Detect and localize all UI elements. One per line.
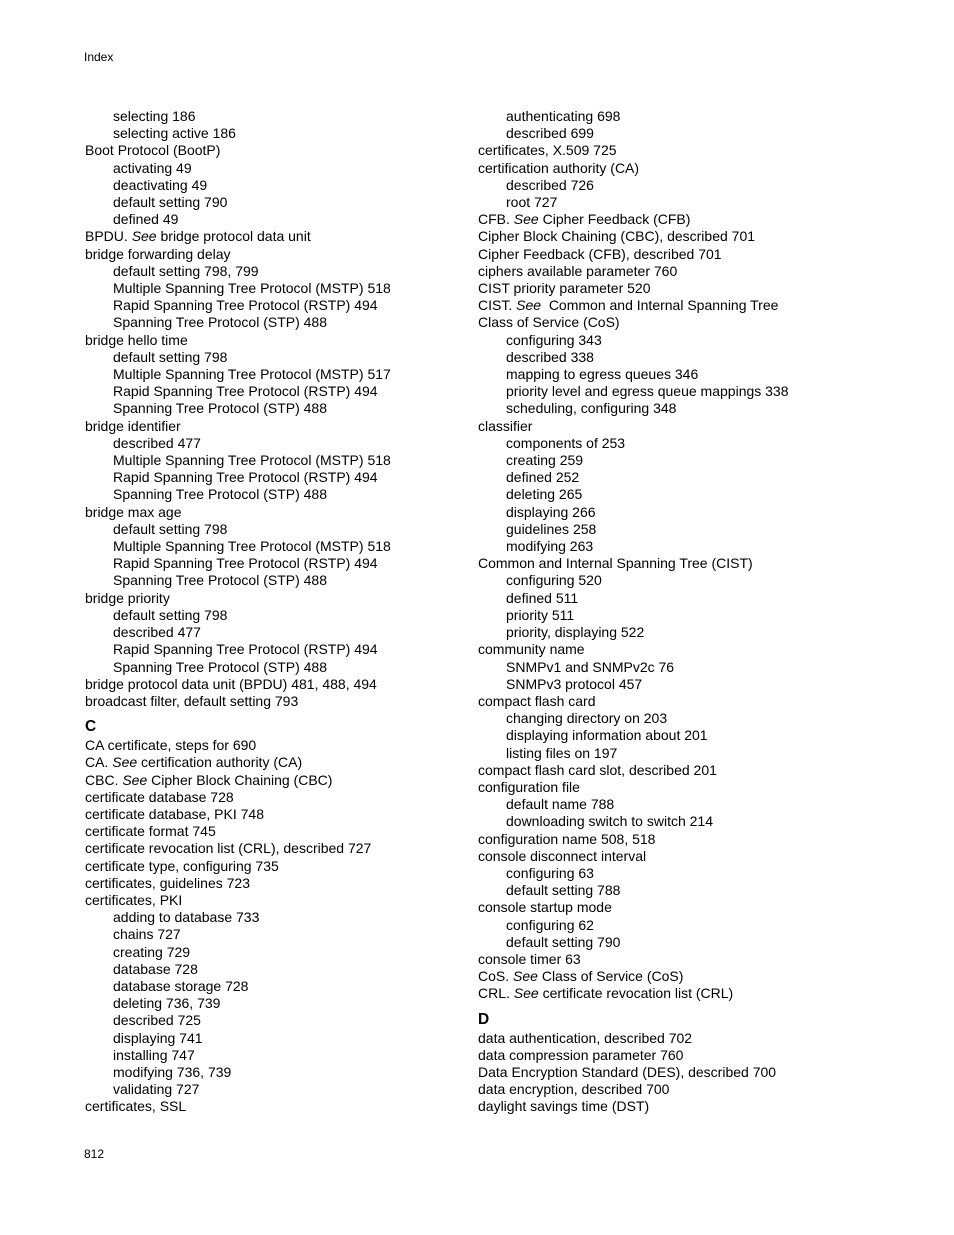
entry-term: CIST. (478, 297, 517, 314)
index-subentry: priority level and egress queue mappings 338 (506, 383, 789, 400)
index-entry: bridge hello time (85, 331, 188, 348)
index-section-letter: D (478, 1010, 490, 1028)
index-entry: certificate format 745 (85, 823, 216, 840)
index-subentry: Rapid Spanning Tree Protocol (RSTP) 494 (113, 469, 378, 486)
index-subentry: described 338 (506, 348, 594, 365)
index-subentry: priority 511 (506, 606, 575, 623)
index-entry: Cipher Feedback (CFB), described 701 (478, 245, 722, 262)
see-target: bridge protocol data unit (156, 228, 311, 245)
entry-term: CRL. (478, 985, 514, 1002)
index-subentry: Rapid Spanning Tree Protocol (RSTP) 494 (113, 641, 378, 658)
index-entry: community name (478, 641, 585, 658)
index-entry: certificates, X.509 725 (478, 142, 617, 159)
index-entry: Cipher Block Chaining (CBC), described 701 (478, 228, 756, 245)
index-entry: Data Encryption Standard (DES), described 700 (478, 1063, 777, 1080)
index-entry (478, 985, 918, 1002)
index-subentry: Spanning Tree Protocol (STP) 488 (113, 486, 328, 503)
index-entry: console timer 63 (478, 950, 581, 967)
index-subentry: creating 729 (113, 943, 191, 960)
index-subentry: default setting 798 (113, 606, 228, 623)
index-entry: certificates, PKI (85, 891, 183, 908)
see-target: Cipher Feedback (CFB) (538, 211, 691, 228)
index-entry: classifier (478, 417, 533, 434)
index-entry (85, 228, 465, 245)
index-subentry: listing files on 197 (506, 744, 618, 761)
page-number: 812 (84, 1147, 105, 1161)
index-entry (478, 211, 918, 228)
index-entry: bridge identifier (85, 417, 181, 434)
index-entry: compact flash card (478, 692, 596, 709)
index-entry: certificate revocation list (CRL), described 727 (85, 840, 372, 857)
index-entry: Class of Service (CoS) (478, 314, 620, 331)
index-subentry: components of 253 (506, 434, 626, 451)
entry-term: BPDU. (85, 228, 132, 245)
index-entry: data compression parameter 760 (478, 1046, 684, 1063)
index-subentry: Multiple Spanning Tree Protocol (MSTP) 518 (113, 280, 391, 297)
index-subentry: Spanning Tree Protocol (STP) 488 (113, 658, 328, 675)
index-subentry: modifying 736, 739 (113, 1063, 232, 1080)
index-entry (478, 968, 918, 985)
index-entry: certification authority (CA) (478, 159, 640, 176)
running-header: Index (84, 50, 114, 64)
index-subentry: Rapid Spanning Tree Protocol (RSTP) 494 (113, 383, 378, 400)
index-subentry: Multiple Spanning Tree Protocol (MSTP) 518 (113, 538, 391, 555)
index-entry: broadcast filter, default setting 793 (85, 692, 299, 709)
see-reference: See (513, 985, 539, 1002)
index-entry: console startup mode (478, 899, 612, 916)
index-subentry: Spanning Tree Protocol (STP) 488 (113, 314, 328, 331)
index-subentry: defined 511 (506, 589, 579, 606)
index-entry: certificate type, configuring 735 (85, 857, 279, 874)
index-subentry: chains 727 (113, 926, 181, 943)
entry-term: CFB. (478, 211, 514, 228)
index-subentry: default setting 798 (113, 348, 228, 365)
index-subentry: configuring 62 (506, 916, 594, 933)
index-subentry: defined 49 (113, 211, 179, 228)
index-subentry: default setting 790 (506, 933, 621, 950)
index-subentry: priority, displaying 522 (506, 624, 645, 641)
see-reference: See (513, 211, 539, 228)
see-target: Class of Service (CoS) (537, 968, 684, 985)
entry-term: CoS. (478, 968, 514, 985)
index-column-right (478, 108, 918, 1116)
index-entry: certificate database 728 (85, 788, 234, 805)
index-subentry: default setting 788 (506, 882, 621, 899)
index-subentry: defined 252 (506, 469, 580, 486)
index-entry: bridge priority (85, 589, 170, 606)
index-subentry: described 699 (506, 125, 594, 142)
index-subentry: described 477 (113, 434, 201, 451)
index-subentry: guidelines 258 (506, 520, 597, 537)
index-column-left (85, 108, 465, 1116)
index-entry: configuration file (478, 778, 580, 795)
see-reference: See (516, 297, 542, 314)
index-entry: data authentication, described 702 (478, 1029, 693, 1046)
index-entry: CIST priority parameter 520 (478, 280, 651, 297)
index-subentry: SNMPv1 and SNMPv2c 76 (506, 658, 675, 675)
index-subentry: database 728 (113, 960, 198, 977)
index-subentry: deactivating 49 (113, 176, 208, 193)
index-subentry: described 477 (113, 624, 201, 641)
see-reference: See (513, 968, 538, 985)
index-entry (478, 297, 918, 314)
index-subentry: Spanning Tree Protocol (STP) 488 (113, 572, 328, 589)
index-subentry: adding to database 733 (113, 909, 260, 926)
index-entry: CA certificate, steps for 690 (85, 737, 257, 754)
index-entry: bridge protocol data unit (BPDU) 481, 488, 494 (85, 675, 377, 692)
index-subentry: deleting 736, 739 (113, 995, 221, 1012)
index-subentry: default name 788 (506, 796, 615, 813)
index-subentry: downloading switch to switch 214 (506, 813, 714, 830)
see-target: Common and Internal Spanning Tree (541, 297, 779, 314)
index-subentry: Spanning Tree Protocol (STP) 488 (113, 400, 328, 417)
index-subentry: Rapid Spanning Tree Protocol (RSTP) 494 (113, 555, 378, 572)
index-subentry: deleting 265 (506, 486, 583, 503)
index-subentry: described 726 (506, 176, 594, 193)
index-section-letter: C (85, 718, 97, 736)
entry-term: CA. (85, 754, 113, 771)
index-subentry: selecting active 186 (113, 125, 236, 142)
index-subentry: selecting 186 (113, 108, 196, 124)
index-subentry: displaying information about 201 (506, 727, 708, 744)
index-subentry: Multiple Spanning Tree Protocol (MSTP) 518 (113, 452, 391, 469)
index-entry (85, 772, 465, 789)
index-subentry: Rapid Spanning Tree Protocol (RSTP) 494 (113, 297, 378, 314)
index-entry: compact flash card slot, described 201 (478, 761, 717, 778)
index-subentry: displaying 741 (113, 1029, 203, 1046)
index-subentry: displaying 266 (506, 503, 596, 520)
index-subentry: Multiple Spanning Tree Protocol (MSTP) 517 (113, 366, 391, 383)
entry-term: CBC. (85, 771, 123, 788)
index-subentry: default setting 798, 799 (113, 262, 259, 279)
index-subentry: mapping to egress queues 346 (506, 366, 699, 383)
see-target: certification authority (CA) (137, 754, 303, 771)
index-subentry: changing directory on 203 (506, 710, 668, 727)
index-entry: certificate database, PKI 748 (85, 805, 264, 822)
index-subentry: activating 49 (113, 159, 192, 176)
see-reference: See (112, 754, 138, 771)
index-subentry: validating 727 (113, 1081, 200, 1098)
index-subentry: installing 747 (113, 1046, 195, 1063)
index-subentry: SNMPv3 protocol 457 (506, 675, 643, 692)
see-target: Cipher Block Chaining (CBC) (147, 771, 333, 788)
index-subentry: default setting 790 (113, 194, 228, 211)
index-entry: console disconnect interval (478, 847, 647, 864)
index-entry: Common and Internal Spanning Tree (CIST) (478, 555, 753, 572)
index-entry: bridge max age (85, 503, 182, 520)
index-subentry: configuring 520 (506, 572, 602, 589)
see-target: certificate revocation list (CRL) (538, 985, 734, 1002)
index-entry (85, 754, 465, 771)
index-subentry: described 725 (113, 1012, 201, 1029)
index-entry: bridge forwarding delay (85, 245, 231, 262)
index-entry: configuration name 508, 518 (478, 830, 656, 847)
index-subentry: database storage 728 (113, 977, 249, 994)
index-subentry: default setting 798 (113, 520, 228, 537)
index-entry: Boot Protocol (BootP) (85, 142, 221, 159)
index-subentry: modifying 263 (506, 538, 594, 555)
index-subentry: configuring 63 (506, 864, 594, 881)
index-subentry: configuring 343 (506, 331, 602, 348)
index-subentry: creating 259 (506, 452, 584, 469)
index-entry: ciphers available parameter 760 (478, 262, 678, 279)
index-entry: data encryption, described 700 (478, 1081, 670, 1098)
index-entry: certificates, guidelines 723 (85, 874, 250, 891)
see-reference: See (131, 228, 157, 245)
index-subentry: authenticating 698 (506, 108, 621, 124)
index-entry: daylight savings time (DST) (478, 1098, 650, 1115)
see-reference: See (122, 771, 148, 788)
index-subentry: scheduling, configuring 348 (506, 400, 677, 417)
index-subentry: root 727 (506, 194, 558, 211)
index-entry: certificates, SSL (85, 1098, 187, 1115)
